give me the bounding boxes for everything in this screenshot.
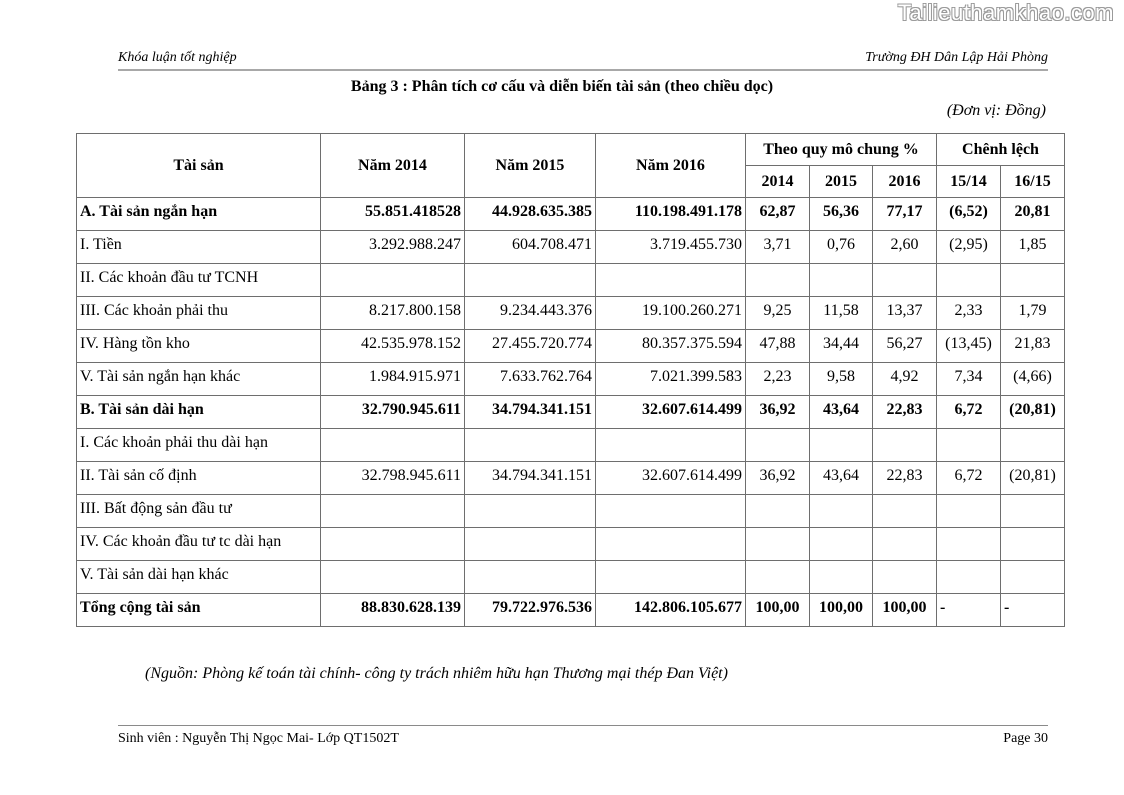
pct-2014: 62,87: [746, 198, 810, 231]
value-2015: [465, 528, 596, 561]
diff-15-14: [937, 264, 1001, 297]
diff-16-15: (4,66): [1001, 363, 1065, 396]
value-2015: 79.722.976.536: [465, 594, 596, 627]
value-2016: [596, 429, 746, 462]
pct-2015: 56,36: [810, 198, 873, 231]
pct-2015: [810, 528, 873, 561]
pct-2015: 34,44: [810, 330, 873, 363]
value-2014: 55.851.418528: [321, 198, 465, 231]
pct-2016: 2,60: [873, 231, 937, 264]
pct-2016: 100,00: [873, 594, 937, 627]
header-difference: Chênh lệch: [937, 134, 1065, 166]
row-label: I. Các khoản phải thu dài hạn: [77, 429, 321, 462]
row-label: Tổng cộng tài sản: [77, 594, 321, 627]
diff-15-14: 6,72: [937, 396, 1001, 429]
value-2014: 3.292.988.247: [321, 231, 465, 264]
value-2016: 7.021.399.583: [596, 363, 746, 396]
value-2014: [321, 561, 465, 594]
value-2016: 32.607.614.499: [596, 462, 746, 495]
table-row: [77, 363, 1065, 396]
table-row: [77, 429, 1065, 462]
value-2014: [321, 264, 465, 297]
header-diff-16-15: 16/15: [1001, 166, 1065, 198]
header-university-label: Trường ĐH Dân Lập Hải Phòng: [865, 50, 1048, 65]
diff-16-15: [1001, 495, 1065, 528]
table-row: [77, 495, 1065, 528]
diff-16-15: -: [1001, 594, 1065, 627]
value-2015: 604.708.471: [465, 231, 596, 264]
table-row: [77, 198, 1065, 231]
diff-15-14: (2,95): [937, 231, 1001, 264]
pct-2016: 4,92: [873, 363, 937, 396]
pct-2015: 0,76: [810, 231, 873, 264]
watermark: Tailieuthamkhao.com: [897, 0, 1114, 25]
header-thesis-label: Khóa luận tốt nghiệp: [118, 50, 237, 65]
table-row: [77, 528, 1065, 561]
pct-2014: 2,23: [746, 363, 810, 396]
diff-16-15: (20,81): [1001, 396, 1065, 429]
value-2015: 27.455.720.774: [465, 330, 596, 363]
pct-2015: [810, 264, 873, 297]
row-label: IV. Các khoản đầu tư tc dài hạn: [77, 528, 321, 561]
page-header: [118, 50, 1048, 71]
value-2015: [465, 561, 596, 594]
pct-2016: [873, 528, 937, 561]
row-label: III. Các khoản phải thu: [77, 297, 321, 330]
diff-15-14: (6,52): [937, 198, 1001, 231]
pct-2016: 22,83: [873, 462, 937, 495]
header-cs-2016: 2016: [873, 166, 937, 198]
diff-16-15: [1001, 561, 1065, 594]
table-row: [77, 297, 1065, 330]
table-row: [77, 264, 1065, 297]
pct-2016: [873, 561, 937, 594]
diff-15-14: [937, 561, 1001, 594]
diff-15-14: 7,34: [937, 363, 1001, 396]
value-2016: [596, 528, 746, 561]
value-2016: 32.607.614.499: [596, 396, 746, 429]
table-row: [77, 396, 1065, 429]
row-label: A. Tài sản ngắn hạn: [77, 198, 321, 231]
row-label: III. Bất động sản đầu tư: [77, 495, 321, 528]
pct-2015: 9,58: [810, 363, 873, 396]
pct-2014: [746, 264, 810, 297]
value-2016: 19.100.260.271: [596, 297, 746, 330]
pct-2015: [810, 429, 873, 462]
value-2015: 44.928.635.385: [465, 198, 596, 231]
row-label: B. Tài sản dài hạn: [77, 396, 321, 429]
pct-2015: [810, 495, 873, 528]
value-2014: 32.790.945.611: [321, 396, 465, 429]
pct-2015: 43,64: [810, 396, 873, 429]
diff-16-15: (20,81): [1001, 462, 1065, 495]
value-2014: [321, 429, 465, 462]
value-2015: 7.633.762.764: [465, 363, 596, 396]
diff-15-14: [937, 528, 1001, 561]
header-common-size: Theo quy mô chung %: [746, 134, 937, 166]
pct-2015: 11,58: [810, 297, 873, 330]
diff-15-14: [937, 429, 1001, 462]
diff-16-15: [1001, 264, 1065, 297]
diff-16-15: 1,79: [1001, 297, 1065, 330]
value-2014: 1.984.915.971: [321, 363, 465, 396]
table-row: [77, 231, 1065, 264]
value-2015: 34.794.341.151: [465, 462, 596, 495]
asset-analysis-table: [76, 133, 1065, 627]
table-row: [77, 330, 1065, 363]
pct-2014: [746, 495, 810, 528]
diff-15-14: [937, 495, 1001, 528]
value-2016: [596, 495, 746, 528]
value-2014: 42.535.978.152: [321, 330, 465, 363]
row-label: V. Tài sản dài hạn khác: [77, 561, 321, 594]
diff-16-15: [1001, 429, 1065, 462]
row-label: II. Tài sản cố định: [77, 462, 321, 495]
value-2015: 9.234.443.376: [465, 297, 596, 330]
row-label: V. Tài sản ngắn hạn khác: [77, 363, 321, 396]
value-2015: [465, 264, 596, 297]
pct-2014: [746, 429, 810, 462]
pct-2014: 100,00: [746, 594, 810, 627]
header-cs-2015: 2015: [810, 166, 873, 198]
table-row: [77, 561, 1065, 594]
value-2016: 110.198.491.178: [596, 198, 746, 231]
diff-15-14: -: [937, 594, 1001, 627]
row-label: IV. Hàng tồn kho: [77, 330, 321, 363]
pct-2015: 100,00: [810, 594, 873, 627]
source-note: (Nguồn: Phòng kế toán tài chính- công ty trách nhiêm hữu hạn Thương mại thép Đan Việt): [145, 665, 728, 682]
row-label: I. Tiền: [77, 231, 321, 264]
pct-2014: 36,92: [746, 462, 810, 495]
diff-16-15: 20,81: [1001, 198, 1065, 231]
pct-2014: [746, 561, 810, 594]
pct-2014: 36,92: [746, 396, 810, 429]
diff-16-15: 21,83: [1001, 330, 1065, 363]
value-2016: 80.357.375.594: [596, 330, 746, 363]
value-2015: [465, 495, 596, 528]
value-2015: 34.794.341.151: [465, 396, 596, 429]
header-asset: Tài sản: [77, 134, 321, 198]
header-diff-15-14: 15/14: [937, 166, 1001, 198]
pct-2014: 3,71: [746, 231, 810, 264]
header-year-2016: Năm 2016: [596, 134, 746, 198]
header-cs-2014: 2014: [746, 166, 810, 198]
pct-2016: [873, 264, 937, 297]
pct-2014: [746, 528, 810, 561]
value-2014: [321, 495, 465, 528]
footer-student-label: Sinh viên : Nguyễn Thị Ngọc Mai- Lớp QT1502T: [118, 731, 399, 746]
value-2014: 32.798.945.611: [321, 462, 465, 495]
pct-2016: 13,37: [873, 297, 937, 330]
diff-15-14: 6,72: [937, 462, 1001, 495]
pct-2016: 77,17: [873, 198, 937, 231]
page-footer: [118, 725, 1048, 746]
table-title: Bảng 3 : Phân tích cơ cấu và diễn biến tài sản (theo chiều dọc): [350, 78, 774, 95]
diff-15-14: (13,45): [937, 330, 1001, 363]
value-2014: [321, 528, 465, 561]
page-number: Page 30: [1003, 731, 1048, 746]
pct-2015: [810, 561, 873, 594]
pct-2014: 9,25: [746, 297, 810, 330]
value-2016: [596, 561, 746, 594]
unit-label: (Đơn vị: Đồng): [946, 102, 1046, 119]
value-2016: 142.806.105.677: [596, 594, 746, 627]
pct-2015: 43,64: [810, 462, 873, 495]
value-2015: [465, 429, 596, 462]
table-row: [77, 594, 1065, 627]
header-year-2014: Năm 2014: [321, 134, 465, 198]
pct-2016: [873, 429, 937, 462]
pct-2016: 56,27: [873, 330, 937, 363]
value-2014: 88.830.628.139: [321, 594, 465, 627]
pct-2016: [873, 495, 937, 528]
row-label: II. Các khoản đầu tư TCNH: [77, 264, 321, 297]
pct-2016: 22,83: [873, 396, 937, 429]
table-row: [77, 462, 1065, 495]
diff-16-15: 1,85: [1001, 231, 1065, 264]
pct-2014: 47,88: [746, 330, 810, 363]
header-year-2015: Năm 2015: [465, 134, 596, 198]
value-2016: 3.719.455.730: [596, 231, 746, 264]
value-2016: [596, 264, 746, 297]
diff-16-15: [1001, 528, 1065, 561]
value-2014: 8.217.800.158: [321, 297, 465, 330]
diff-15-14: 2,33: [937, 297, 1001, 330]
